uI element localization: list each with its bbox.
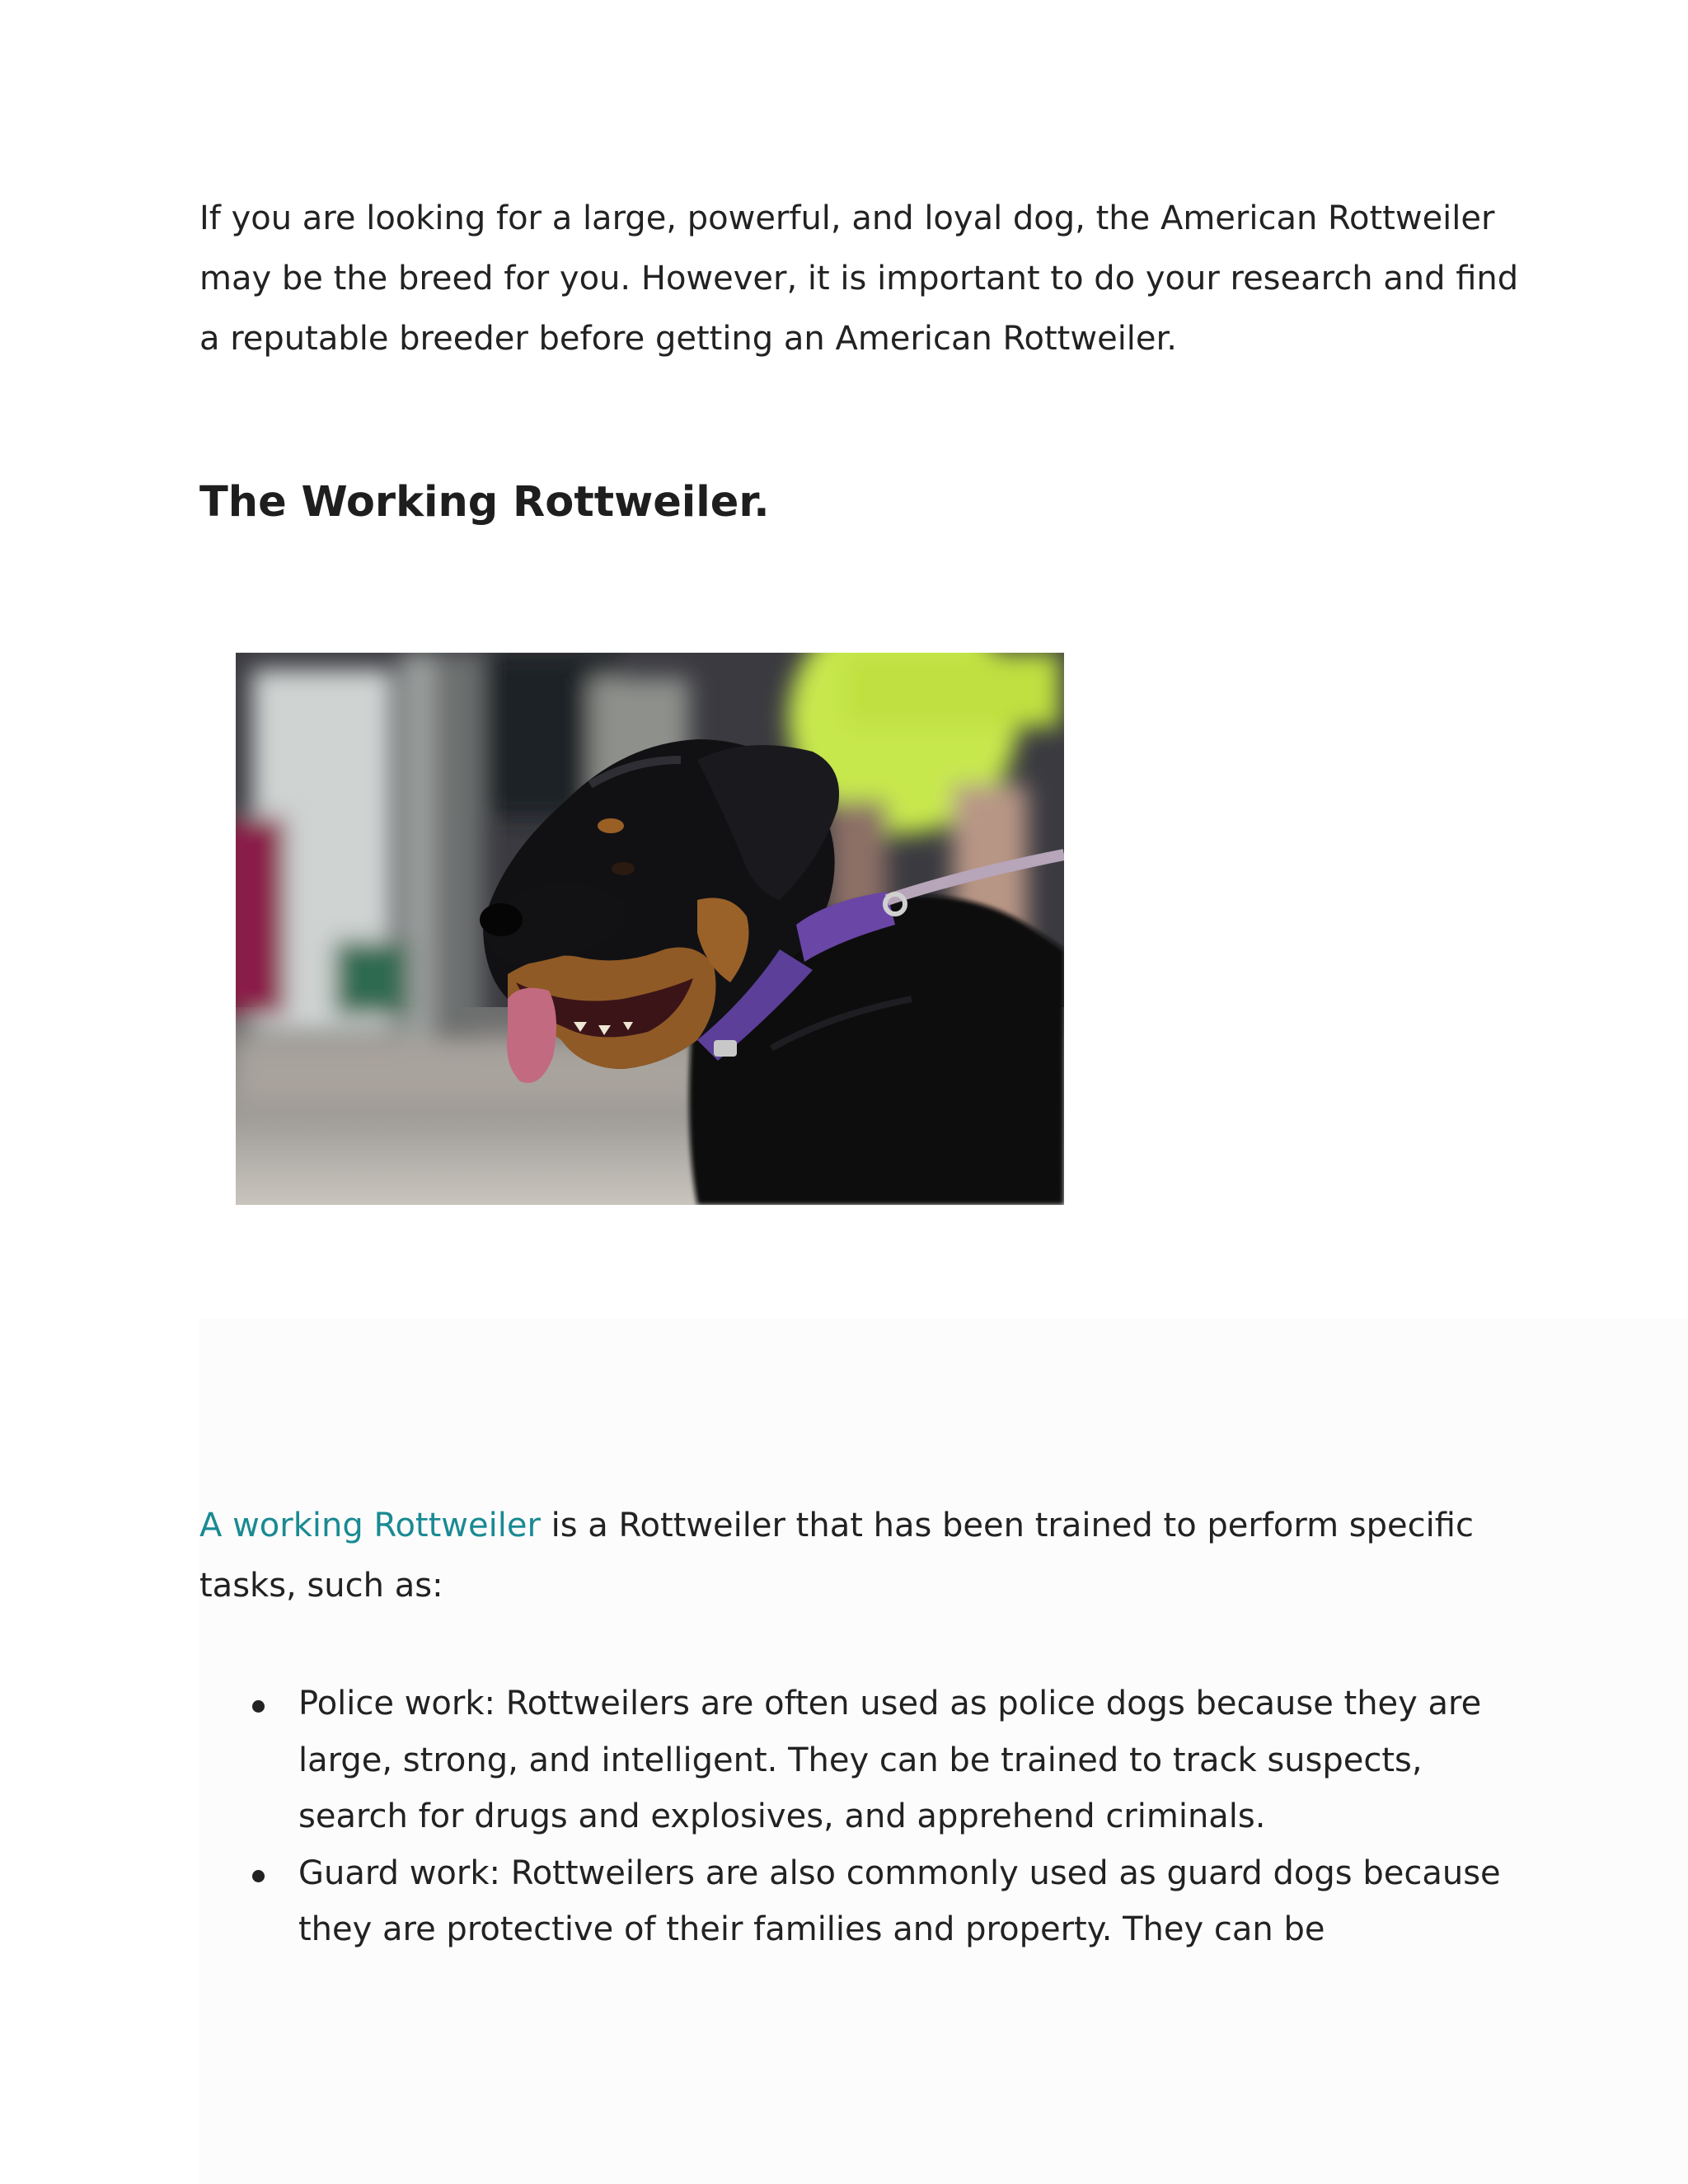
list-item — [199, 1675, 1535, 1845]
bullet-icon — [252, 1870, 265, 1882]
intro-paragraph: If you are looking for a large, powerful, and loyal dog, the American Rottweiler may be the breed for you. However, it is important to do your research and find a reputable breeder before getting an American Rottweiler. — [199, 199, 1519, 358]
bullet-icon — [252, 1700, 265, 1713]
working-rottweiler-paragraph — [199, 1496, 1535, 1616]
working-rottweiler-link[interactable]: A working Rottweiler — [199, 1507, 541, 1544]
working-rottweiler-text: is a Rottweiler that has been trained to perform specific tasks, such as: — [199, 1507, 1474, 1605]
list-item — [199, 1845, 1535, 1958]
list-item-text: Guard work: Rottweilers are also commonly used as guard dogs because they are protective of their families and property. They can be — [298, 1854, 1501, 1948]
section-heading: The Working Rottweiler. — [199, 478, 770, 527]
rottweiler-photo — [236, 653, 1064, 1205]
tasks-list — [199, 1675, 1535, 1958]
list-item-text: Police work: Rottweilers are often used as police dogs because they are large, strong, and intelligent. They can be trained to track suspects, search for drugs and explosives, and apprehend criminals. — [298, 1685, 1482, 1835]
